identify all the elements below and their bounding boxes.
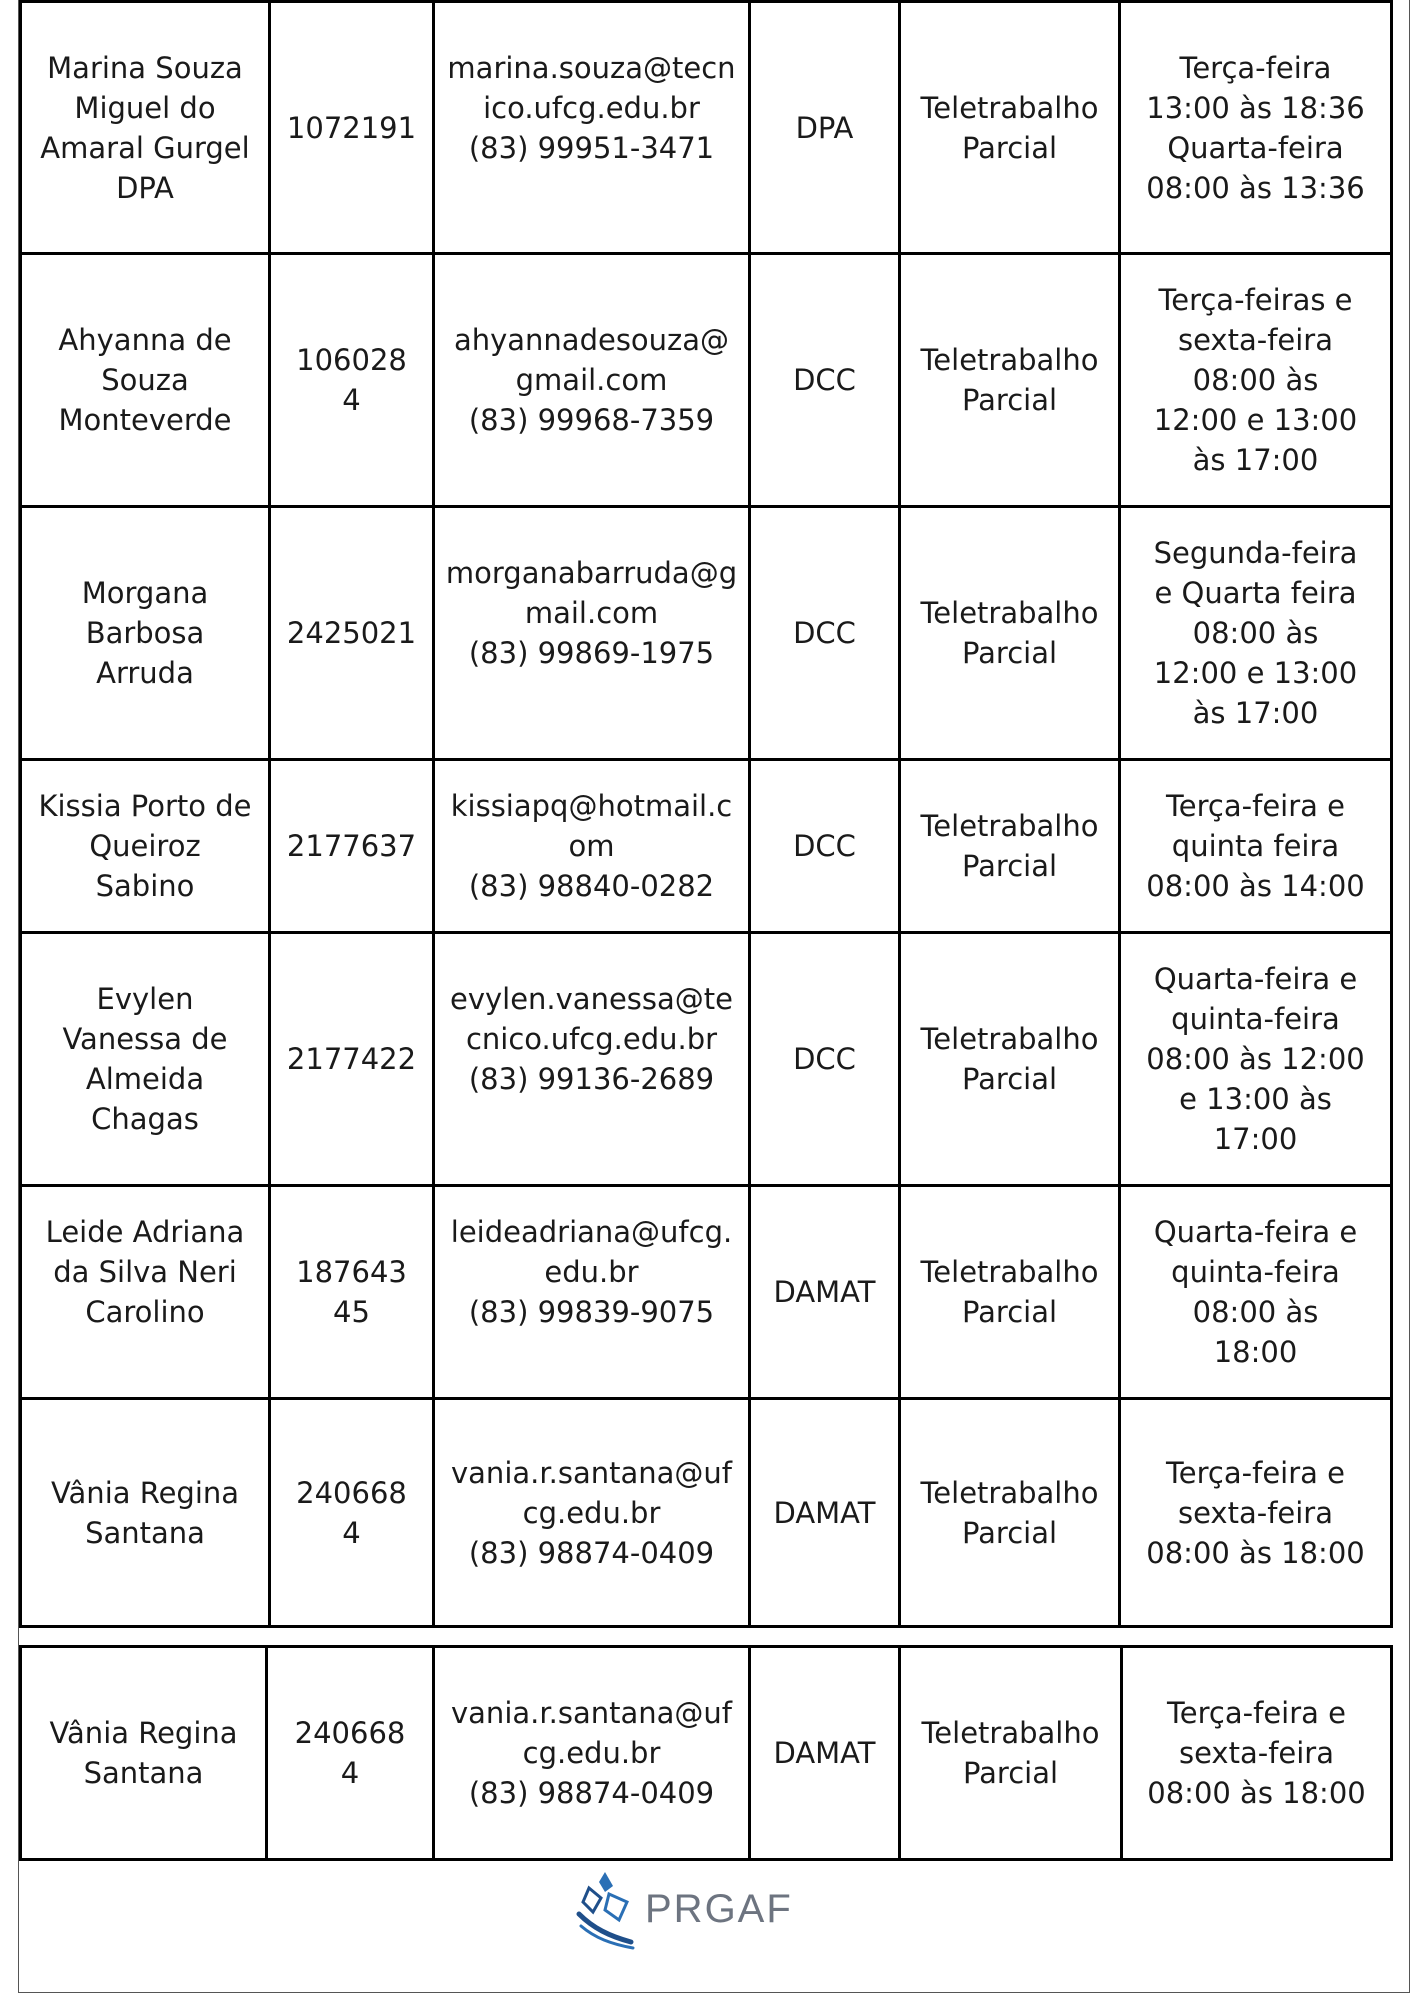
- schedule-line: quinta feira: [1171, 829, 1340, 863]
- unit-cell: [750, 1647, 900, 1860]
- id-line: 1072191: [286, 110, 417, 145]
- mode-line: Parcial: [961, 1515, 1058, 1550]
- id-cell: [270, 760, 434, 933]
- table-row: [21, 2, 1392, 254]
- mode-line: Parcial: [961, 849, 1058, 883]
- name-line: Vânia Regina: [50, 1475, 240, 1510]
- name-cell: [21, 760, 270, 933]
- contact-line: (83) 98874-0409: [468, 1776, 715, 1810]
- schedule-line: 08:00 às: [1192, 1295, 1319, 1329]
- mode-line: Teletrabalho: [920, 1475, 1099, 1510]
- name-cell: [21, 933, 270, 1186]
- schedule-line: Quarta-feira e: [1153, 1215, 1358, 1249]
- schedule-line: às 17:00: [1192, 696, 1319, 730]
- table-row: [21, 760, 1392, 933]
- contact-line: marina.souza@tecn: [447, 50, 736, 85]
- name-line: Miguel do: [74, 90, 216, 125]
- id-cell: [270, 507, 434, 760]
- contact-cell: [434, 1186, 750, 1399]
- mode-cell: [900, 1186, 1120, 1399]
- contact-cell: [434, 2, 750, 254]
- contact-line: mail.com: [524, 596, 659, 630]
- prgaf-logo: [575, 1868, 793, 1950]
- name-cell: [21, 1186, 270, 1399]
- schedule-line: 17:00: [1213, 1122, 1298, 1156]
- unit-label: DAMAT: [773, 1495, 876, 1530]
- mode-line: Parcial: [961, 636, 1058, 670]
- schedule-cell: [1120, 254, 1392, 507]
- id-line: 4: [342, 383, 361, 417]
- unit-label: DCC: [793, 1042, 856, 1076]
- contact-line: cg.edu.br: [522, 1736, 661, 1770]
- contact-cell: [434, 254, 750, 507]
- schedule-line: 08:00 às 13:36: [1146, 170, 1365, 205]
- schedule-line: Terça-feira e: [1166, 1455, 1345, 1490]
- name-line: Barbosa: [85, 616, 205, 650]
- contact-cell: [434, 1399, 750, 1627]
- table-row: [21, 1186, 1392, 1399]
- name-line: Santana: [85, 1515, 205, 1550]
- schedule-line: quinta-feira: [1171, 1255, 1340, 1289]
- mode-line: Teletrabalho: [920, 596, 1099, 630]
- mode-line: Parcial: [961, 1062, 1058, 1096]
- name-cell: [21, 254, 270, 507]
- id-line: 106028: [296, 343, 407, 377]
- contact-line: kissiapq@hotmail.c: [450, 789, 733, 823]
- id-cell: [270, 2, 434, 254]
- schedule-line: quinta-feira: [1171, 1002, 1340, 1036]
- contact-line: (83) 99951-3471: [468, 130, 715, 165]
- id-cell: [270, 1399, 434, 1627]
- schedule-line: 08:00 às 12:00: [1146, 1042, 1365, 1076]
- name-line: DPA: [116, 170, 174, 205]
- name-line: Morgana: [81, 576, 209, 610]
- id-line: 240668: [294, 1716, 406, 1750]
- schedule-line: e 13:00 às: [1179, 1082, 1332, 1116]
- name-line: [28, 1332, 262, 1372]
- id-line: 4: [342, 1515, 361, 1550]
- unit-label: DCC: [793, 829, 856, 863]
- mode-cell: [900, 2, 1120, 254]
- unit-label: DCC: [793, 616, 856, 650]
- mode-line: Parcial: [962, 1756, 1059, 1790]
- contact-line: om: [568, 829, 615, 863]
- name-cell: [21, 1647, 267, 1860]
- schedule-line: Quarta-feira: [1167, 130, 1344, 165]
- contact-cell: [434, 760, 750, 933]
- contact-line: (83) 99968-7359: [468, 403, 715, 437]
- name-line: Kissia Porto de: [38, 789, 252, 823]
- contact-line: vania.r.santana@uf: [451, 1455, 732, 1490]
- contact-line: cg.edu.br: [522, 1495, 661, 1530]
- mode-line: Parcial: [961, 383, 1058, 417]
- unit-cell: [750, 1186, 900, 1399]
- contact-cell: [434, 1647, 750, 1860]
- mode-cell: [900, 254, 1120, 507]
- id-line: 187643: [296, 1255, 407, 1289]
- table-row: [21, 254, 1392, 507]
- schedule-cell: [1120, 1399, 1392, 1627]
- unit-cell: [750, 933, 900, 1186]
- schedule-line: sexta-feira: [1177, 323, 1333, 357]
- name-line: Evylen: [96, 982, 194, 1016]
- schedule-line: Segunda-feira: [1153, 536, 1358, 570]
- schedule-line: às 17:00: [1192, 443, 1319, 477]
- unit-cell: [750, 760, 900, 933]
- schedule-line: 08:00 às 14:00: [1146, 869, 1365, 903]
- staff-table-continuation: [19, 1645, 1393, 1861]
- schedule-line: sexta-feira: [1178, 1736, 1334, 1770]
- contact-line: (83) 99869-1975: [468, 636, 715, 670]
- schedule-cell: [1120, 507, 1392, 760]
- contact-line: edu.br: [544, 1255, 639, 1289]
- schedule-line: Terça-feira e: [1166, 789, 1345, 823]
- name-line: Marina Souza: [47, 50, 243, 85]
- mode-line: Teletrabalho: [920, 1255, 1099, 1289]
- id-line: 2177637: [286, 829, 417, 863]
- name-line: Santana: [83, 1756, 204, 1790]
- contact-line: [441, 1332, 742, 1372]
- unit-label: DAMAT: [773, 1275, 876, 1309]
- contact-line: evylen.vanessa@te: [449, 982, 734, 1016]
- contact-line: (83) 99839-9075: [468, 1295, 715, 1329]
- schedule-line: 08:00 às 18:00: [1147, 1776, 1366, 1810]
- name-line: Vânia Regina: [49, 1716, 238, 1750]
- unit-label: DPA: [795, 110, 854, 145]
- schedule-line: 12:00 e 13:00: [1153, 656, 1358, 690]
- unit-cell: [750, 254, 900, 507]
- schedule-line: sexta-feira: [1177, 1495, 1333, 1530]
- contact-line: [441, 168, 742, 208]
- contact-line: vania.r.santana@uf: [451, 1696, 732, 1730]
- id-cell: [270, 254, 434, 507]
- mode-cell: [900, 1647, 1122, 1860]
- table-row: [21, 933, 1392, 1186]
- schedule-line: Terça-feira: [1179, 50, 1332, 85]
- name-line: Sabino: [95, 869, 195, 903]
- schedule-line: 18:00: [1213, 1335, 1298, 1369]
- staff-table: [19, 0, 1393, 1628]
- contact-line: ico.ufcg.edu.br: [483, 90, 700, 125]
- mode-line: Parcial: [961, 1295, 1058, 1329]
- schedule-cell: [1120, 760, 1392, 933]
- id-line: 4: [340, 1756, 360, 1790]
- logo-text: PRGAF: [645, 1886, 793, 1931]
- contact-line: morganabarruda@g: [445, 556, 738, 590]
- id-cell: [270, 1186, 434, 1399]
- id-line: 240668: [296, 1475, 407, 1510]
- unit-label: DAMAT: [773, 1736, 876, 1770]
- name-cell: [21, 2, 270, 254]
- name-line: Queiroz: [89, 829, 201, 863]
- name-cell: [21, 1399, 270, 1627]
- contact-line: [441, 673, 742, 713]
- mode-line: Parcial: [961, 130, 1058, 165]
- contact-line: (83) 98874-0409: [468, 1535, 715, 1570]
- id-line: 2177422: [286, 1042, 417, 1076]
- mode-cell: [900, 507, 1120, 760]
- contact-line: (83) 98840-0282: [468, 869, 715, 903]
- contact-line: [441, 1099, 742, 1139]
- name-line: Monteverde: [58, 403, 232, 437]
- mode-line: Teletrabalho: [920, 90, 1099, 125]
- unit-label: DCC: [793, 363, 856, 397]
- id-cell: [270, 933, 434, 1186]
- table-row: [21, 507, 1392, 760]
- unit-cell: [750, 2, 900, 254]
- mode-cell: [900, 933, 1120, 1186]
- table-row: [21, 1399, 1392, 1627]
- mode-line: Teletrabalho: [920, 1022, 1099, 1056]
- schedule-line: Terça-feira e: [1167, 1696, 1346, 1730]
- unit-cell: [750, 1399, 900, 1627]
- schedule-line: 08:00 às: [1192, 363, 1319, 397]
- contact-cell: [434, 933, 750, 1186]
- mode-line: Teletrabalho: [920, 809, 1099, 843]
- schedule-cell: [1120, 2, 1392, 254]
- name-cell: [21, 507, 270, 760]
- name-line: Vanessa de: [62, 1022, 228, 1056]
- contact-line: cnico.ufcg.edu.br: [465, 1022, 718, 1056]
- schedule-line: 08:00 às: [1192, 616, 1319, 650]
- mode-cell: [900, 760, 1120, 933]
- schedule-line: Quarta-feira e: [1153, 962, 1358, 996]
- name-line: Ahyanna de: [58, 323, 232, 357]
- contact-line: gmail.com: [515, 363, 668, 397]
- id-line: 2425021: [286, 616, 417, 650]
- schedule-cell: [1120, 1186, 1392, 1399]
- prgaf-emblem-icon: [575, 1868, 637, 1950]
- name-line: Leide Adriana: [45, 1215, 245, 1249]
- schedule-cell: [1120, 933, 1392, 1186]
- schedule-line: Terça-feiras e: [1158, 283, 1353, 317]
- contact-line: ahyannadesouza@: [453, 323, 730, 357]
- name-line: Souza: [101, 363, 189, 397]
- unit-cell: [750, 507, 900, 760]
- mode-cell: [900, 1399, 1120, 1627]
- name-line: Arruda: [96, 656, 194, 690]
- contact-line: leideadriana@ufcg.: [450, 1215, 733, 1249]
- schedule-line: 12:00 e 13:00: [1153, 403, 1358, 437]
- name-line: Almeida: [85, 1062, 205, 1096]
- schedule-line: 08:00 às 18:00: [1146, 1535, 1365, 1570]
- schedule-line: e Quarta feira: [1154, 576, 1357, 610]
- mode-line: Teletrabalho: [921, 1716, 1100, 1750]
- table-row: [21, 1647, 1392, 1860]
- id-line: 45: [333, 1295, 370, 1329]
- schedule-line: 13:00 às 18:36: [1146, 90, 1365, 125]
- name-line: da Silva Neri: [53, 1255, 237, 1289]
- id-cell: [267, 1647, 434, 1860]
- name-line: Chagas: [91, 1102, 199, 1136]
- name-line: Amaral Gurgel: [40, 130, 250, 165]
- contact-line: (83) 99136-2689: [468, 1062, 715, 1096]
- contact-cell: [434, 507, 750, 760]
- name-line: Carolino: [85, 1295, 205, 1329]
- schedule-cell: [1122, 1647, 1392, 1860]
- mode-line: Teletrabalho: [920, 343, 1099, 377]
